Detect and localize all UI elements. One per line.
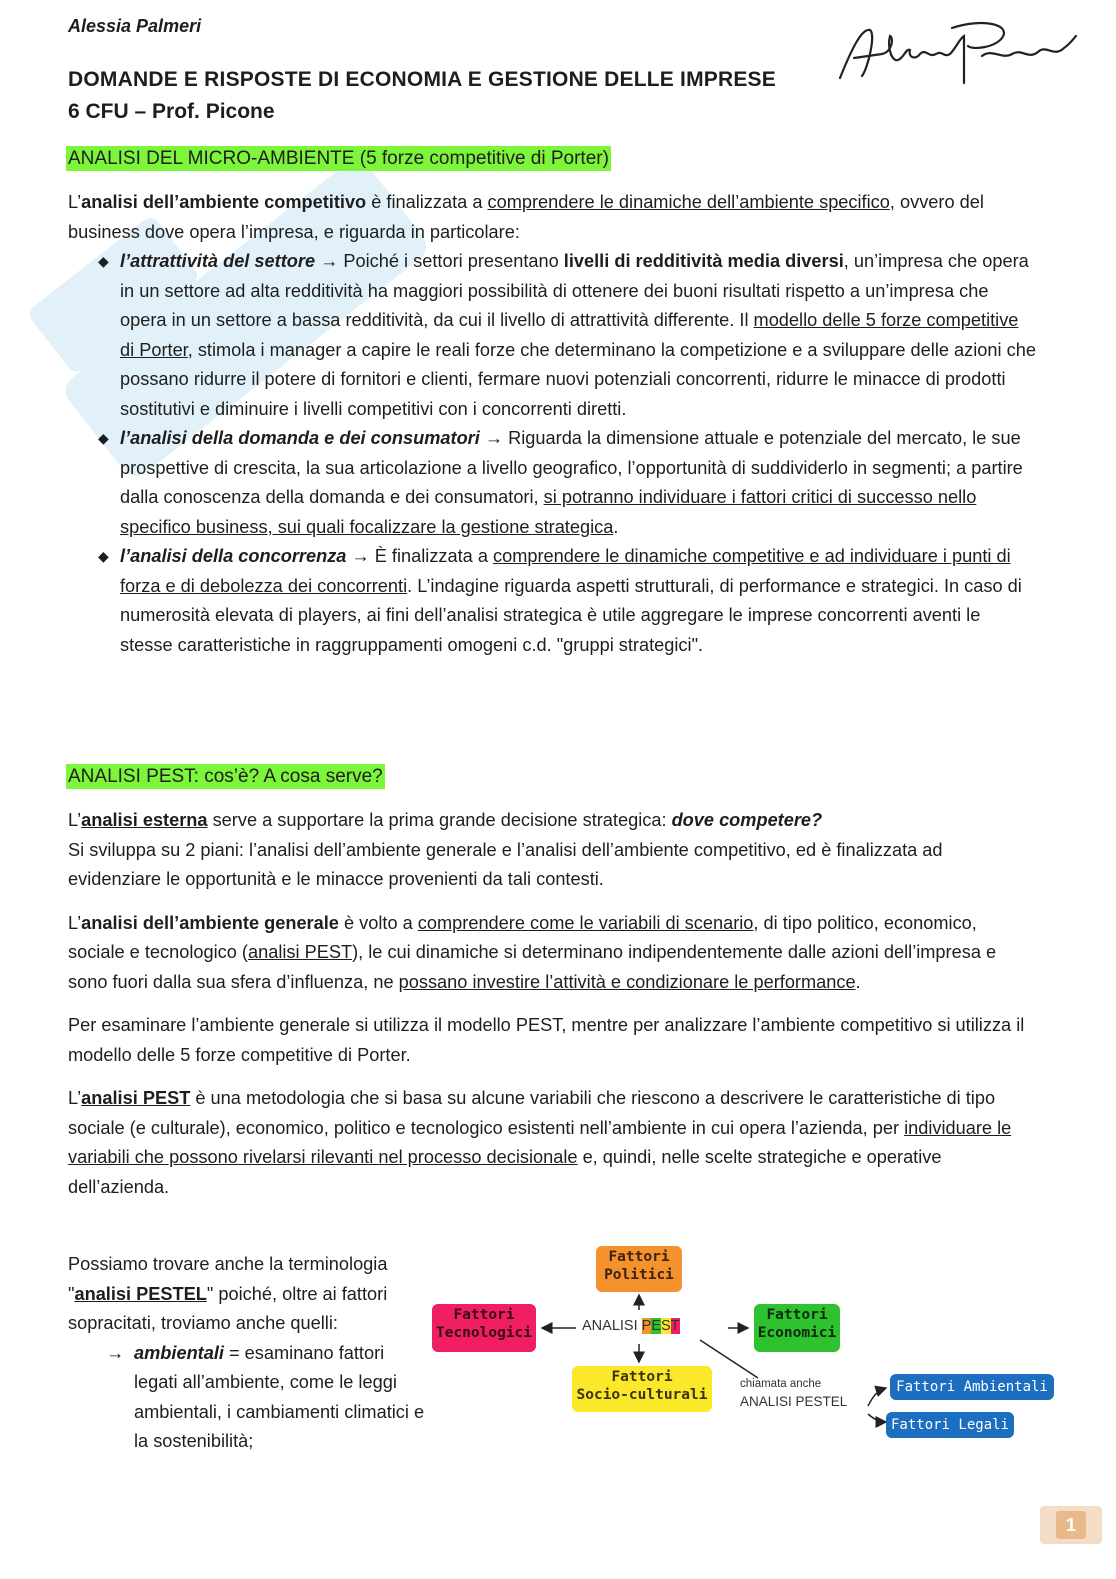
paragraph-modello-pest: Per esaminare l’ambiente generale si utilizza il modello PEST, mentre per analizzare l’ambiente competitivo si utilizza il modello delle 5 forze competitive di Porter. [68,1015,1025,1065]
box-fattori-economici: Fattori Economici [754,1304,840,1352]
section1-intro: L’analisi dell’ambiente competitivo è finalizzata a comprendere le dinamiche dell’ambiente specifico, ovvero del business dove opera l’impresa, e riguarda in particolare: [68,192,984,242]
arrow-right-icon: → [351,546,370,566]
box-fattori-socio-culturali: Fattori Socio-culturali [572,1366,712,1412]
box-fattori-politici: Fattori Politici [596,1246,682,1292]
paragraph-pestel: Possiamo trovare anche la terminologia "analisi PESTEL" poiché, oltre ai fattori sopracitati, troviamo anche quelli: [68,1254,388,1333]
signature-image [832,8,1082,88]
list-item-ambientali: → ambientali = esaminano fattori legati all’ambiente, come le leggi ambientali, i cambiamenti climatici e la sostenibilità; [68,1339,428,1457]
pest-diagram [430,1240,1060,1470]
diamond-bullet-icon: ◆ [98,548,109,564]
note-analisi-pestel: ANALISI PESTEL [740,1394,848,1409]
note-chiamata-anche: chiamata anche [740,1378,822,1390]
list-item: ◆ l’analisi della domanda e dei consumatori → Riguarda la dimensione attuale e potenziale del mercato, le sue prospettive di crescita, la sua articolazione a livello geografico, l’opportunità di suddividerlo in segmenti; a partire dalla conoscenza della domanda e dei consumatori, si potranno individuare i fattori critici di successo nello specifico business, sui quali focalizzare la gestione strategica. [68,424,1036,542]
diamond-bullet-icon: ◆ [98,253,109,269]
box-fattori-ambientali: Fattori Ambientali [890,1374,1054,1400]
section2-body [68,806,1036,1202]
arrow-right-icon: → [484,428,504,448]
arrow-ambientali [868,1388,886,1406]
arrow-right-icon: → [106,1342,125,1363]
paragraph-analisi-esterna: L’analisi esterna serve a supportare la prima grande decisione strategica: dove competere? [68,810,823,830]
list-item: ◆ l’analisi della concorrenza → È finalizzata a comprendere le dinamiche competitive e ad individuare i punti di forza e di debolezza dei concorrenti. L’indagine riguarda aspetti strutturali, di performance e strategici. In caso di numerosità elevata di players, ai fini dell’analisi strategica è utile aggregare le imprese concorrenti aventi le stesse caratteristiche in raggruppamenti omogeni c.d. "gruppi strategici". [68,542,1036,660]
document-title: DOMANDE E RISPOSTE DI ECONOMIA E GESTIONE DELLE IMPRESE [68,68,776,91]
arrow-right-icon: → [320,251,339,271]
pestel-text-column [68,1250,428,1457]
section-heading-micro-ambiente: ANALISI DEL MICRO-AMBIENTE (5 forze competitive di Porter) [68,148,609,169]
section-heading-pest: ANALISI PEST: cos’è? A cosa serve? [68,766,383,787]
paragraph-ambiente-generale: L’analisi dell’ambiente generale è volto a comprendere come le variabili di scenario, di tipo politico, economico, sociale e tecnologico (analisi PEST), le cui dinamiche si determinano indipendentemente dalle azioni dell’impresa e sono fuori dalla sua sfera d’influenza, ne possano investire l’attività e condizionare le performance. [68,912,997,992]
diamond-bullet-icon: ◆ [98,430,109,446]
box-fattori-legali: Fattori Legali [886,1412,1014,1438]
arrow-legali [868,1414,886,1422]
section1-bullet-list [68,247,1036,660]
box-fattori-tecnologici: Fattori Tecnologici [432,1304,536,1352]
paragraph-analisi-pest: L’analisi PEST è una metodologia che si basa su alcune variabili che riescono a descrivere le caratteristiche di tipo sociale (e culturale), economico, politico e tecnologico esistenti nell’ambiente in cui opera l’azienda, per individuare le variabili che possono rivelarsi rilevanti nel processo decisionale e, quindi, nelle scelte strategiche e operative dell’azienda. [68,1088,1012,1197]
list-item: ◆ l’attrattività del settore → Poiché i settori presentano livelli di redditività media diversi, un’impresa che opera in un settore ad alta redditività ha maggiori possibilità di ottenere dei buoni risultati rispetto a un’impresa che opera in un settore a bassa redditività, da cui il livello di attrattività differente. Il modello delle 5 forze competitive di Porter, stimola i manager a capire le reali forze che determinano la competizione e a sviluppare delle azioni che possano ridurre il potere di fornitori e clienti, fermare nuovi potenziali concorrenti, ridurre le minacce di prodotti sostitutivi e diminuire i livelli competitivi con i concorrenti diretti. [68,247,1036,424]
paragraph-piani: Si sviluppa su 2 piani: l’analisi dell’ambiente generale e l’analisi dell’ambiente competitivo, ed è finalizzata ad evidenziare le opportunità e le minacce provenienti da tali contesti. [68,839,943,889]
page-number: 1 [1040,1506,1102,1544]
center-label-analisi-pest: ANALISI PEST [582,1318,680,1334]
section1-body [68,188,1036,660]
author-name: Alessia Palmeri [68,16,202,36]
document-subtitle: 6 CFU – Prof. Picone [68,100,275,123]
